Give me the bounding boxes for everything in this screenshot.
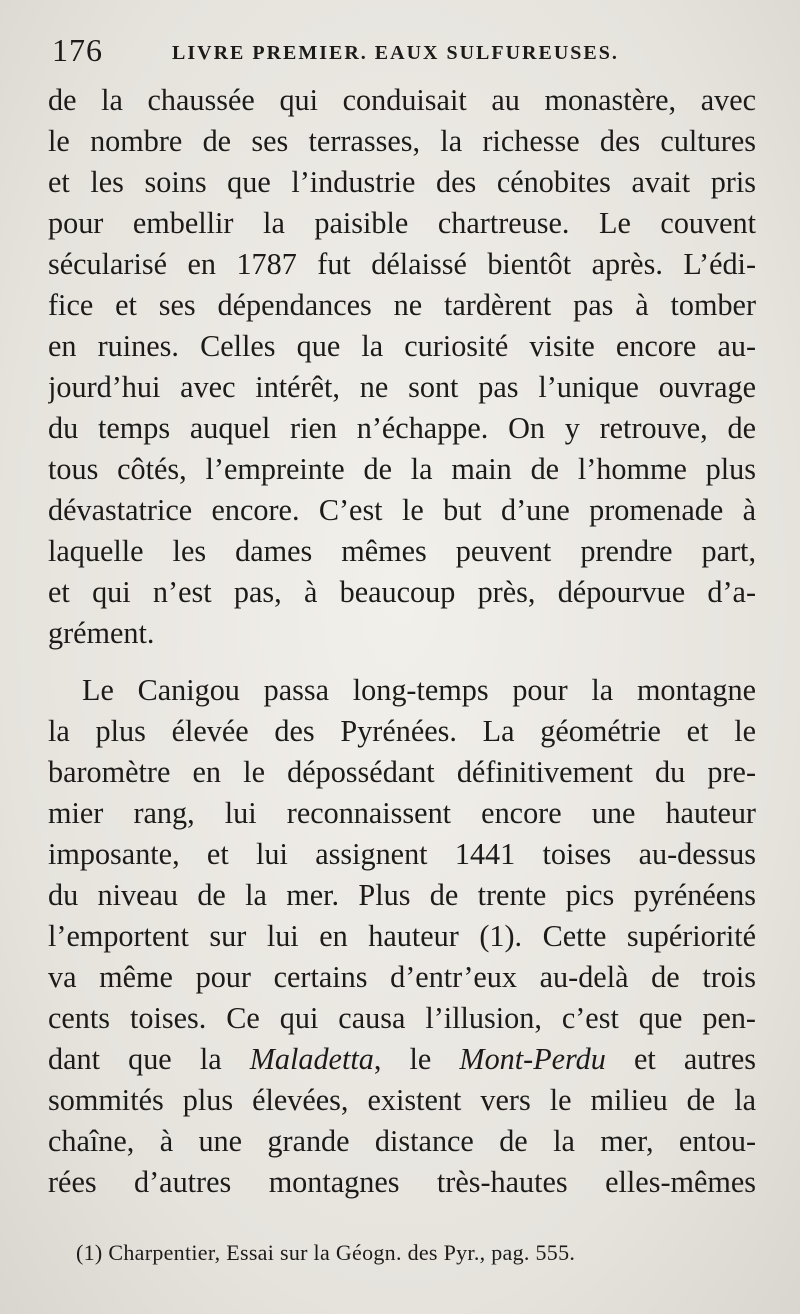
text-line: laquelle les dames mêmes peuvent prendre part, [48,534,756,568]
text-line: de la chaussée qui conduisait au monastère, avec [48,83,756,117]
text-line: fice et ses dépendances ne tardèrent pas à tomber [48,288,756,322]
text-line: rées d’autres montagnes très-hautes elles-mêmes [48,1165,756,1199]
text-line: pour embellir la paisible chartreuse. Le couvent [48,206,756,240]
text-line: baromètre en le dépossédant définitivement du pre- [48,755,756,789]
text-line: va même pour certains d’entr’eux au-delà de trois [48,960,756,994]
text-line: du temps auquel rien n’échappe. On y retrouve, de [48,411,756,445]
text-line: imposante, et lui assignent 1441 toises au-dessus [48,837,756,871]
text-line: tous côtés, l’empreinte de la main de l’homme plus [48,452,756,486]
text-line: en ruines. Celles que la curiosité visite encore au- [48,329,756,363]
text-line: Le Canigou passa long-temps pour la montagne [82,673,756,707]
text-line: mier rang, lui reconnaissent encore une hauteur [48,796,756,830]
text-line: dévastatrice encore. C’est le but d’une promenade à [48,493,756,527]
body-text [48,80,756,1203]
text-line: et qui n’est pas, à beaucoup près, dépourvue d’a- [48,575,756,609]
text-line: jourd’hui avec intérêt, ne sont pas l’unique ouvrage [48,370,756,404]
italic-place-name: Maladetta [249,1042,374,1076]
text-line: cents toises. Ce qui causa l’illusion, c’est que pen- [48,1001,756,1035]
footnote: (1) Charpentier, Essai sur la Géogn. des Pyr., pag. 555. [76,1240,576,1265]
text-line: sommités plus élevées, existent vers le milieu de la [48,1083,756,1117]
text-fragment: dant que la [48,1042,250,1076]
page-header [52,32,752,72]
text-line-with-italics [48,1039,756,1080]
text-line: grément. [48,616,155,650]
italic-place-name: Mont-Perdu [459,1042,606,1076]
text-fragment: , le [373,1042,460,1076]
text-line: l’emportent sur lui en hauteur (1). Cette supériorité [48,919,756,953]
text-line: sécularisé en 1787 fut délaissé bientôt après. L’édi- [48,247,756,281]
text-line: du niveau de la mer. Plus de trente pics pyrénéens [48,878,756,912]
running-head: LIVRE PREMIER. EAUX SULFUREUSES. [172,42,619,64]
text-line: le nombre de ses terrasses, la richesse des cultures [48,124,756,158]
text-line: et les soins que l’industrie des cénobites avait pris [48,165,756,199]
text-fragment: et autres [605,1042,756,1076]
text-line: chaîne, à une grande distance de la mer, entou- [48,1124,756,1158]
page-number: 176 [52,32,103,68]
paragraph-gap [48,654,756,670]
text-line: la plus élevée des Pyrénées. La géométrie et le [48,714,756,748]
